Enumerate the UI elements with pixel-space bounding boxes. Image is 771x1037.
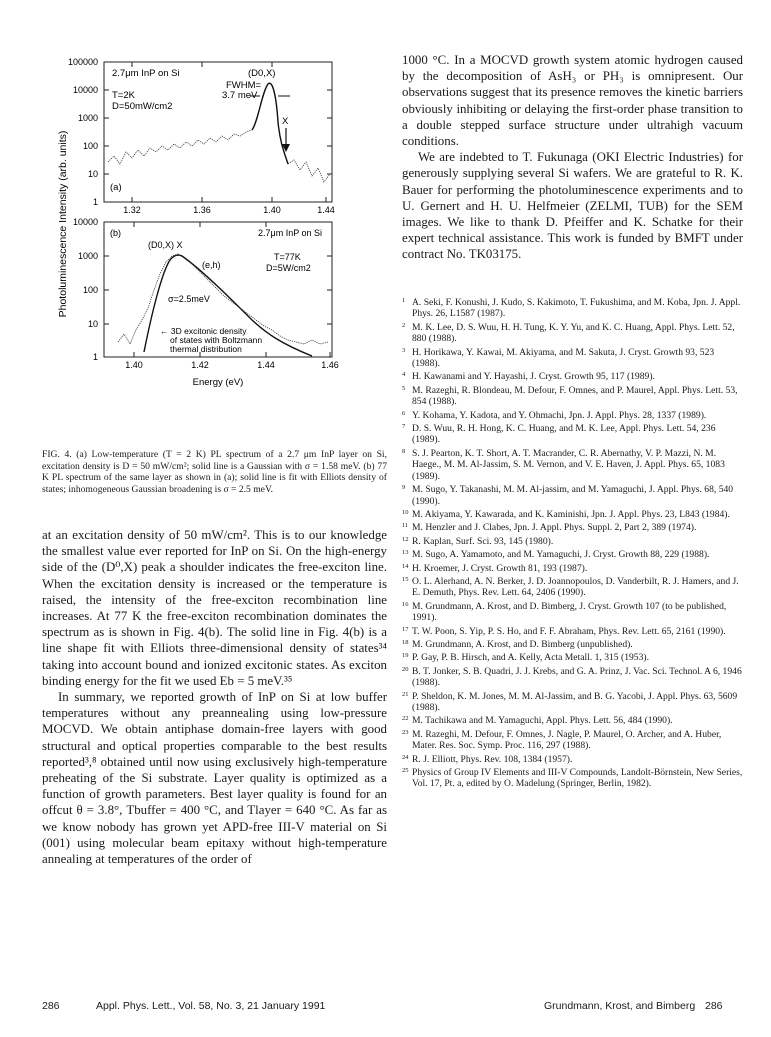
panel-b-sigma: σ=2.5meV — [168, 294, 210, 304]
panel-a-tail — [288, 160, 330, 182]
panel-b-temp: T=77K — [274, 252, 301, 262]
panel-a-fwhm-2: 3.7 meV — [222, 90, 258, 101]
reference-item: 18 M. Grundmann, A. Krost, and D. Bimberg (unpublished). — [402, 638, 633, 650]
panel-b-yticks — [73, 217, 98, 362]
tick-label: 1.42 — [191, 360, 209, 370]
reference-item: 22 M. Tachikawa and M. Yamaguchi, Appl. Phys. Lett. 56, 484 (1990). — [402, 715, 673, 727]
tick-label: 1.32 — [123, 205, 141, 215]
reference-item: 15 O. L. Alerhand, A. N. Berker, J. D. Joannopoulos, D. Vanderbilt, R. J. Hamers, and J. E. Demuth, Phys. Rev. Lett. 64, 2406 (1990). — [402, 575, 739, 599]
figure-xlabel: Energy (eV) — [192, 377, 244, 388]
left-column-text — [42, 527, 387, 867]
tick-label: 1.36 — [193, 205, 211, 215]
right-column-text — [402, 52, 743, 263]
reference-item: 6 Y. Kohama, Y. Kadota, and Y. Ohmachi, Jpn. J. Appl. Phys. 28, 1337 (1989). — [402, 409, 707, 421]
reference-item: 4 H. Kawanami and Y. Hayashi, J. Cryst. Growth 95, 117 (1989). — [402, 371, 655, 383]
body-paragraph: In summary, we reported growth of InP on Si at low buffer temperatures without any preannealing using low-pressure MOCVD. We obtain antiphase domain-free layers with good structural and optical properties comparable to the best results reported³,⁸ obtained until now using exclusively high-temperature preheating of the Si substrate. Layer quality is optimized as a function of growth parameters. Best layer quality is found for an offcut θ = 3.8°, Tbuffer = 400 °C, and Tlayer = 640 °C. As far as we know nobody has grown yet APD-free III-V material on Si (001) using molecular beam epitaxy without high-temperature annealing at temperatures of the order of — [42, 690, 387, 867]
panel-a-xticks — [123, 205, 335, 215]
reference-item: 8 S. J. Pearton, K. T. Short, A. T. Macrander, C. R. Abernathy, V. P. Mazzi, N. M. Haege., M. M. Al-Jassim, S. M. Vernon, and V. E. Haven, J. Appl. Phys. 65, 1083 (1989). — [402, 447, 725, 482]
reference-item: 7 D. S. Wuu, R. H. Hong, K. C. Huang, and M. K. Lee, Appl. Phys. Lett. 54, 236 (1989). — [402, 423, 716, 446]
references-list — [402, 295, 743, 790]
panel-b-dos-2: of states with Boltzmann — [170, 335, 263, 345]
panel-b-density: D=5W/cm2 — [266, 263, 311, 273]
panel-a-yticks — [68, 57, 98, 207]
figure-ylabel: Photoluminescence Intensity (arb. units) — [57, 130, 69, 318]
panel-a-id: (a) — [110, 182, 122, 193]
panel-b-dos-3: thermal distribution — [170, 344, 242, 354]
reference-item: 2 M. K. Lee, D. S. Wuu, H. H. Tung, K. Y. Yu, and K. C. Huang, Appl. Phys. Lett. 52, 880 (1988). — [402, 321, 735, 345]
panel-a-peak-label: (D0,X) — [248, 68, 276, 79]
reference-item: 14 H. Kroemer, J. Cryst. Growth 81, 193 (1987). — [402, 562, 588, 574]
panel-a-shoulder: X — [282, 116, 289, 127]
reference-item: 13 M. Sugo, A. Yamamoto, and M. Yamaguchi, J. Cryst. Growth 88, 229 (1988). — [402, 549, 710, 561]
reference-item: 17 T. W. Poon, S. Yip, P. S. Ho, and F. F. Abraham, Phys. Rev. Lett. 65, 2161 (1990). — [402, 625, 726, 637]
reference-item: 16 M. Grundmann, A. Krost, and D. Bimberg, J. Cryst. Growth 107 (to be published, 1991). — [402, 600, 727, 624]
running-authors: Grundmann, Krost, and Bimberg — [544, 1000, 696, 1012]
reference-item: 11 M. Henzler and J. Clabes, Jpn. J. Appl. Phys. Suppl. 2, Part 2, 389 (1974). — [402, 522, 697, 534]
figure-4 — [52, 52, 382, 397]
body-paragraph: at an excitation density of 50 mW/cm². This is to our knowledge the smallest value ever reported for InP on Si. On the high-energy side of the (D⁰,X) peak a shoulder indicates the free-exciton line. When the excitation density is increased or the temperature is raised, the intensity of the free-exciton recombination line increases. At 77 K the free-exciton recombination dominates the spectrum as is shown in Fig. 4(b). The solid line in Fig. 4(b) is a line shape fit with Elliots three-dimensional density of states³⁴ taking into account bound and ionized excitonic states. As exciton binding energy for the fit we used Eb = 5 meV.³⁵ — [42, 528, 387, 688]
panel-a-tickmarks — [104, 62, 332, 202]
reference-item: 3 H. Horikawa, Y. Kawai, M. Akiyama, and M. Sakuta, J. Cryst. Growth 93, 523 (1988). — [402, 346, 715, 370]
tick-label: 1.40 — [263, 205, 281, 215]
panel-a-spectrum — [108, 130, 252, 164]
panel-a-labels — [110, 68, 289, 193]
reference-item: 20 B. T. Jonker, S. B. Quadri, J. J. Krebs, and G. A. Prinz, J. Vac. Sci. Technol. A 6, 1946 (1988). — [402, 665, 742, 689]
tick-label: 10000 — [72, 217, 98, 227]
panel-b-xticks — [125, 360, 339, 370]
page-number-right: 286 — [705, 1000, 723, 1012]
reference-item: 12 R. Kaplan, Surf. Sci. 93, 145 (1980). — [402, 535, 554, 547]
panel-a-temp: T=2K — [112, 90, 135, 101]
tick-label: 1.46 — [321, 360, 339, 370]
panel-a-density: D=50mW/cm2 — [112, 101, 173, 112]
tick-label: 100 — [82, 141, 98, 151]
panel-b-id: (b) — [110, 228, 121, 238]
body-paragraph: 1000 °C. In a MOCVD growth system atomic hydrogen caused by the decomposition of AsH₃ or PH₃ is omnipresent. Our observations suggest that its presence removes the kinetic barriers obviously inhibiting or delaying the first-order phase transition to a double stepped surface structure under ultrahigh vacuum conditions. — [402, 53, 743, 149]
tick-label: 100 — [82, 285, 98, 295]
reference-item: 24 R. J. Elliott, Phys. Rev. 108, 1384 (1957). — [402, 753, 573, 765]
reference-item: 23 M. Razeghi, M. Defour, F. Omnes, J. Nagle, P. Maurel, O. Archer, and A. Huber, Mater. Res. Soc. Symp. Proc. 116, 297 (1988). — [402, 728, 722, 752]
panel-a-frame — [104, 62, 332, 202]
tick-label: 1000 — [77, 251, 98, 261]
panel-b-dos-1: ← 3D excitonic density — [160, 326, 247, 336]
tick-label: 10 — [87, 169, 98, 179]
tick-label: 1 — [92, 197, 98, 207]
panel-a-fwhm-1: FWHM= — [226, 80, 262, 91]
tick-label: 1.44 — [257, 360, 275, 370]
reference-item: 21 P. Sheldon, K. M. Jones, M. M. Al-Jassim, and B. G. Yacobi, J. Appl. Phys. 63, 5609 (1988). — [402, 690, 738, 713]
panel-b-eh: (e,h) — [202, 260, 221, 270]
reference-item: 25 Physics of Group IV Elements and III-V Compounds, Landolt-Börnstein, New Series, Vol. 17, Pt. a, edited by O. Madelung (Springer, Berlin, 1982). — [402, 767, 743, 790]
reference-item: 1 A. Seki, F. Konushi, J. Kudo, S. Kakimoto, T. Fukushima, and M. Koba, Jpn. J. Appl. Phys. 26, L1587 (1987). — [402, 297, 741, 320]
tick-label: 1.40 — [125, 360, 143, 370]
tick-label: 10000 — [72, 85, 98, 95]
tick-label: 1000 — [77, 113, 98, 123]
reference-item: 5 M. Razeghi, R. Blondeau, M. Defour, F. Omnes, and P. Maurel, Appl. Phys. Lett. 53, 854 (1988). — [402, 384, 738, 408]
reference-item: 19 P. Gay, P. B. Hirsch, and A. Kelly, Acta Metall. 1, 315 (1953). — [402, 652, 649, 664]
page-number-left: 286 — [42, 1000, 60, 1012]
panel-a-sample: 2.7μm InP on Si — [112, 68, 180, 79]
tick-label: 100000 — [67, 57, 98, 67]
acknowledgments: We are indebted to T. Fukunaga (OKI Electric Industries) for generously supplying several Si wafers. We are grateful to R. K. Bauer for performing the photoluminescence experiments and to U. Gernert and H. U. Helfmeier (ZELMI, TUB) for the SEM images. We like to thank D. Pfeiffer and K. Schatke for their expert technical assistance. This work is funded by BMFT under contract No. TK03175. — [402, 150, 743, 262]
tick-label: 10 — [87, 319, 98, 329]
journal-citation: Appl. Phys. Lett., Vol. 58, No. 3, 21 January 1991 — [96, 1000, 326, 1012]
tick-label: 1 — [92, 352, 98, 362]
reference-item: 10 M. Akiyama, Y. Kawarada, and K. Kaminishi, Jpn. J. Appl. Phys. 23, L843 (1984). — [402, 508, 730, 520]
panel-b-labels — [110, 228, 322, 354]
reference-item: 9 M. Sugo, Y. Takanashi, M. M. Al-jassim, and M. Yamaguchi, J. Appl. Phys. 68, 540 (1990). — [402, 484, 734, 507]
tick-label: 1.44 — [317, 205, 335, 215]
panel-b-sample: 2.7μm InP on Si — [258, 228, 323, 238]
figure-svg — [52, 52, 382, 397]
panel-b-peaks: (D0,X) X — [148, 240, 183, 250]
figure-caption: FIG. 4. (a) Low-temperature (T = 2 K) PL spectrum of a 2.7 μm InP layer on Si, excitation density is D = 50 mW/cm²; solid line is a Gaussian with σ = 1.58 meV. (b) 77 K PL spectrum of the same layer as shown in (a); solid line is fit with Elliots density of states; inhomogeneous Gaussian broadening is σ = 2.5 meV. — [42, 449, 387, 495]
